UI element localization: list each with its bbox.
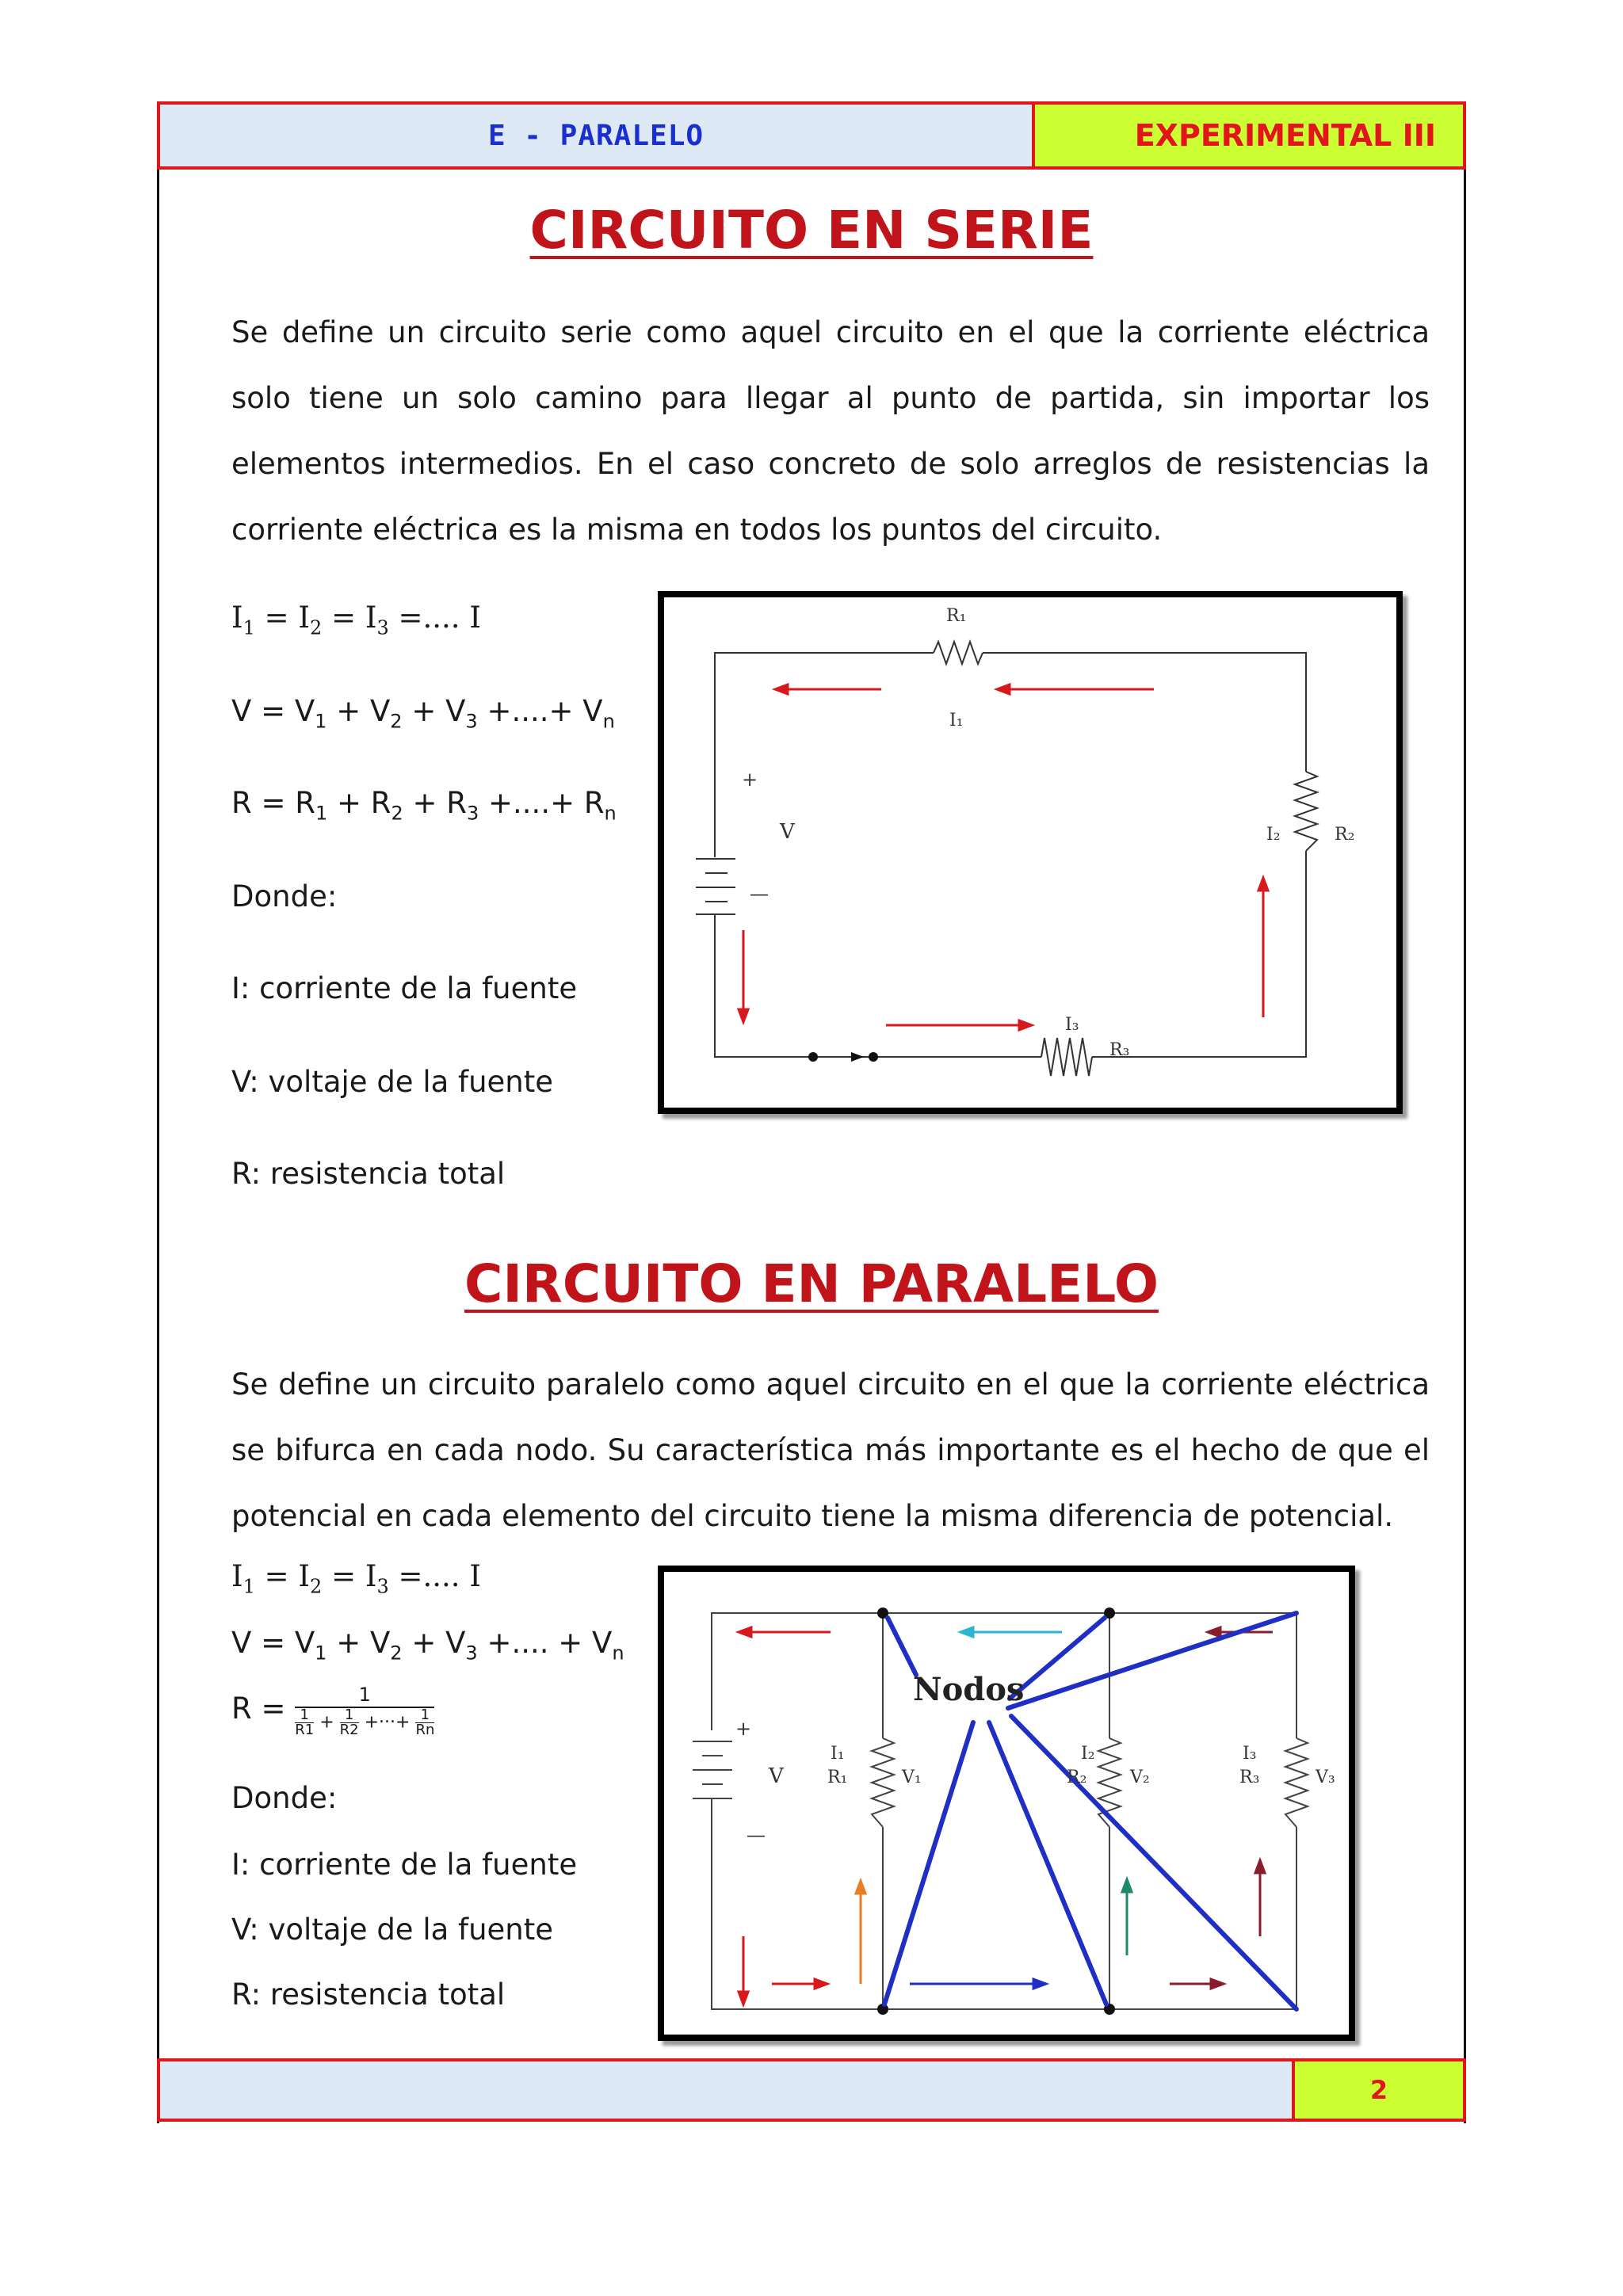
parallel-eq-current: $I_1 = I_2 = I_3$ =.... I	[231, 1559, 481, 1598]
series-title-block	[157, 200, 1466, 261]
parallel-circuit-figure	[658, 1566, 1355, 2041]
series-eq-voltage: $V = V_1 + V_2 + V_3$ +....+ $V_n$	[231, 694, 615, 733]
parallel-eq-voltage: $V = V_1 + V_2 + V_3$ +.... + $V_n$	[231, 1626, 624, 1665]
series-eq-resistance: $R = R_1 + R_2 + R_3$ +....+ $R_n$	[231, 786, 617, 825]
series-def-current: I: corriente de la fuente	[231, 971, 578, 1005]
label-i2: I₂	[1081, 1744, 1095, 1764]
label-plus: +	[742, 769, 758, 791]
label-r2: R₂	[1335, 825, 1355, 845]
header-right-banner	[1035, 101, 1466, 170]
series-donde: Donde:	[231, 879, 338, 913]
header-left-banner	[157, 101, 1035, 170]
label-minus: —	[750, 883, 769, 905]
parallel-def-current: I: corriente de la fuente	[231, 1848, 578, 1882]
parallel-def-voltage: V: voltaje de la fuente	[231, 1913, 554, 1947]
header-left-text: E - PARALELO	[487, 119, 705, 152]
parallel-title-block	[157, 1253, 1466, 1314]
resistance-fraction: 1 $\frac{1}{R1}$ + $\frac{1}{R2}$ +···+ $\frac{1}{Rn}$	[295, 1684, 435, 1738]
label-v1: V₁	[902, 1768, 922, 1787]
label-i1: I₁	[949, 711, 964, 730]
label-v: V	[769, 1764, 784, 1788]
label-i3: I₃	[1065, 1015, 1079, 1035]
parallel-circuit-diagram	[664, 1572, 1349, 2035]
series-title: CIRCUITO EN SERIE	[529, 200, 1094, 261]
label-r2: R₂	[1067, 1768, 1087, 1787]
series-def-voltage: V: voltaje de la fuente	[231, 1065, 554, 1099]
parallel-donde: Donde:	[231, 1781, 338, 1815]
label-r3: R₃	[1109, 1040, 1130, 1060]
footer-page-box	[1295, 2058, 1466, 2122]
label-i2: I₂	[1266, 825, 1281, 845]
page-number: 2	[1369, 2075, 1388, 2105]
series-paragraph: Se define un circuito serie como aquel circuito en el que la corriente eléctrica solo tiene un solo camino para llegar al punto de partida, sin importar los elementos intermedios. En el caso concreto de solo arreglos de resistencias la corriente eléctrica es la misma en todos los puntos del circuito.	[231, 315, 1430, 547]
label-r1: R₁	[827, 1768, 848, 1787]
parallel-def-resistance: R: resistencia total	[231, 1978, 506, 2012]
footer-left-banner	[157, 2058, 1295, 2122]
label-plus: +	[735, 1718, 752, 1740]
parallel-paragraph: Se define un circuito paralelo como aquel circuito en el que la corriente eléctrica se bifurca en cada nodo. Su característica más importante es el hecho de que el potencial en cada elemento del circuito tiene la misma diferencia de potencial.	[231, 1367, 1430, 1533]
series-circuit-diagram	[664, 597, 1396, 1108]
label-v: V	[780, 820, 795, 844]
label-v2: V₂	[1130, 1768, 1150, 1787]
label-r3: R₃	[1239, 1768, 1260, 1787]
label-r1: R₁	[946, 606, 967, 626]
label-i3: I₃	[1243, 1744, 1257, 1764]
parallel-title: CIRCUITO EN PARALELO	[464, 1253, 1159, 1314]
label-nodos: Nodos	[913, 1671, 1025, 1708]
series-circuit-figure	[658, 591, 1403, 1114]
label-i1: I₁	[831, 1744, 845, 1764]
label-v3: V₃	[1316, 1768, 1335, 1787]
series-def-resistance: R: resistencia total	[231, 1157, 506, 1191]
parallel-eq-resistance: R = 1 $\frac{1}{R1}$ + $\frac{1}{R2}$ +···+ $\frac{1}{Rn}$	[231, 1684, 435, 1738]
label-minus: —	[747, 1824, 766, 1846]
header-right-text: EXPERIMENTAL III	[1134, 118, 1436, 153]
series-eq-current: $I_1 = I_2 = I_3$ =.... I	[231, 601, 481, 639]
